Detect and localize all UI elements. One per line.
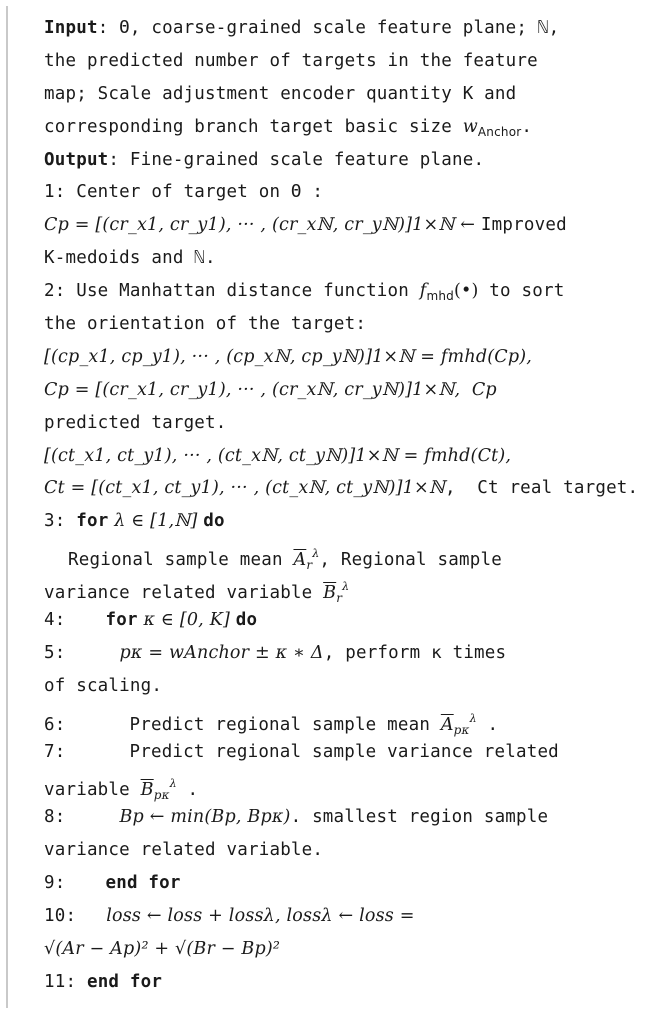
input-label: Input <box>44 18 98 38</box>
step-8-text: . smallest region sample <box>290 807 549 828</box>
step-2-text-b: to sort <box>478 281 565 302</box>
step-3-do: do <box>203 511 225 532</box>
input-text-1: : Θ, coarse-grained scale feature plane; ℕ, <box>97 18 560 38</box>
b-p-kappa-symbol: $\overline{B}$ <box>140 780 154 801</box>
output-line <box>44 144 640 177</box>
a-r-lambda-symbol: $\overline{A}$ <box>293 550 307 571</box>
b-p-kappa-sub: pκ <box>153 788 170 803</box>
a-r-sup: λ <box>312 547 320 561</box>
step-3-for: for <box>76 511 109 532</box>
step-5-line <box>44 637 640 670</box>
a-r-sub: r <box>306 558 313 573</box>
input-period: . <box>521 116 533 137</box>
algorithm-block <box>44 12 640 999</box>
step-8-cont-line: variance related variable. <box>44 840 324 861</box>
step-5-formula: pκ = wAnchor ± κ ∗ Δ <box>119 642 324 663</box>
step-5-cont-line: of scaling. <box>44 675 163 696</box>
input-line-4 <box>44 111 640 144</box>
step-3-text-c: variance related variable <box>44 583 324 604</box>
step-3-text-b: , Regional sample <box>319 550 502 571</box>
step-2-formula-2-text: Cp = [(cr_x1, cr_y1), ··· , (cr_xℕ, cr_yℕ)]1×ℕ <box>44 379 455 400</box>
step-9-line <box>44 867 640 900</box>
step-6-text: Predict regional sample mean <box>129 714 441 735</box>
step-3-mean-line <box>44 538 640 571</box>
step-8-num: 8: <box>44 807 66 828</box>
step-2-formula-1 <box>44 341 640 374</box>
step-9-end-for: end for <box>105 873 181 894</box>
step-3-line <box>44 505 640 538</box>
b-p-kappa-sup: λ <box>169 777 177 791</box>
a-p-kappa-symbol: $\overline{A}$ <box>440 714 454 735</box>
step-1-cont-line: K-medoids and ℕ. <box>44 248 216 269</box>
step-2-formula-2 <box>44 374 640 407</box>
a-p-kappa-sup: λ <box>469 711 477 725</box>
step-8-formula: Bp ← min(Bp, Bpκ) <box>119 807 291 828</box>
step-11-line <box>44 966 640 999</box>
step-10-num: 10: <box>44 906 77 927</box>
step-3-variance-line <box>44 571 640 604</box>
w-anchor-symbol: w <box>462 116 478 137</box>
step-3-num: 3: <box>44 511 77 532</box>
step-11-end-for: end for <box>86 971 163 992</box>
input-line-3: map; Scale adjustment encoder quantity K and <box>44 83 517 104</box>
step-10-formula: √(Ar − Ap)² + √(Br − Bp)² <box>44 938 281 959</box>
step-2-fn: f <box>419 281 427 302</box>
output-label: Output <box>44 149 109 170</box>
output-text: : Fine-grained scale feature plane. <box>108 149 485 170</box>
step-4-num: 4: <box>44 610 66 631</box>
step-2-fn-sub: mhd <box>426 289 454 304</box>
step-2-predicted-line: predicted target. <box>44 412 227 433</box>
step-2-line <box>44 275 640 308</box>
anchor-subscript: Anchor <box>477 124 522 139</box>
step-1-tail: Improved <box>480 215 567 236</box>
left-border-rule <box>6 6 8 1008</box>
step-2-fn-arg: (•) <box>453 281 479 302</box>
step-10-text: loss ← loss + lossλ, lossλ ← loss = <box>106 906 415 927</box>
step-11-num: 11: <box>44 971 87 992</box>
input-text-4: corresponding branch target basic size <box>44 116 463 137</box>
step-1-formula: Cp = [(cr_x1, cr_y1), ··· , (cr_xℕ, cr_yℕ)]1×ℕ ← <box>44 215 481 236</box>
b-r-sub: r <box>336 591 343 606</box>
step-4-for: for <box>105 610 138 631</box>
step-3-text-a: Regional sample mean <box>68 550 294 571</box>
step-2-formula-3 <box>44 440 640 473</box>
a-p-kappa-sub: pκ <box>453 722 470 737</box>
step-9-num: 9: <box>44 873 66 894</box>
step-7-cont: variable <box>44 780 141 801</box>
step-4-line <box>44 604 640 637</box>
step-2-formula-2-tail: , Cp <box>454 379 497 400</box>
step-6-num: 6: <box>44 714 66 735</box>
step-4-range: κ ∈ [0, K] <box>137 610 236 631</box>
step-2-formula-3-text: [(ct_x1, ct_y1), ··· , (ct_xℕ, ct_yℕ)]1×ℕ = fmhd(Ct), <box>44 445 512 466</box>
step-8-line <box>44 801 640 834</box>
step-4-do: do <box>235 610 258 631</box>
step-7-text: Predict regional sample variance related <box>129 741 559 762</box>
step-1-formula-line <box>44 209 640 242</box>
step-2-formula-4-tail: , Ct real target. <box>445 478 639 499</box>
step-7-line <box>44 736 640 769</box>
step-1-line: 1: Center of target on Θ : <box>44 182 324 203</box>
step-10-formula-line <box>44 933 640 966</box>
input-line-1 <box>44 12 640 45</box>
input-line-2: the predicted number of targets in the feature <box>44 50 538 71</box>
step-2-cont-line: the orientation of the target: <box>44 314 367 335</box>
step-6-line: 6: Predict regional sample mean $\overline{A}_{p\kappa}^\lambda$ . <box>44 711 499 737</box>
step-7-cont-line: variable $\overline{B}_{p\kappa}^\lambda$ . <box>44 777 199 803</box>
step-3-range: λ ∈ [1,ℕ] <box>108 511 204 532</box>
step-2-formula-4-text: Ct = [(ct_x1, ct_y1), ··· , (ct_xℕ, ct_yℕ)]1×ℕ <box>44 478 446 499</box>
step-5-num: 5: <box>44 642 66 663</box>
step-2-formula-1-text: [(cp_x1, cp_y1), ··· , (cp_xℕ, cp_yℕ)]1×ℕ = fmhd(Cp), <box>44 346 533 367</box>
step-10-line <box>44 900 640 933</box>
step-2-formula-4 <box>44 472 640 505</box>
step-7-num: 7: <box>44 741 66 762</box>
step-5-text: , perform κ times <box>323 642 507 663</box>
b-r-sup: λ <box>342 580 350 594</box>
step-2-text-a: 2: Use Manhattan distance function <box>44 281 420 302</box>
b-r-lambda-symbol: $\overline{B}$ <box>323 583 337 604</box>
